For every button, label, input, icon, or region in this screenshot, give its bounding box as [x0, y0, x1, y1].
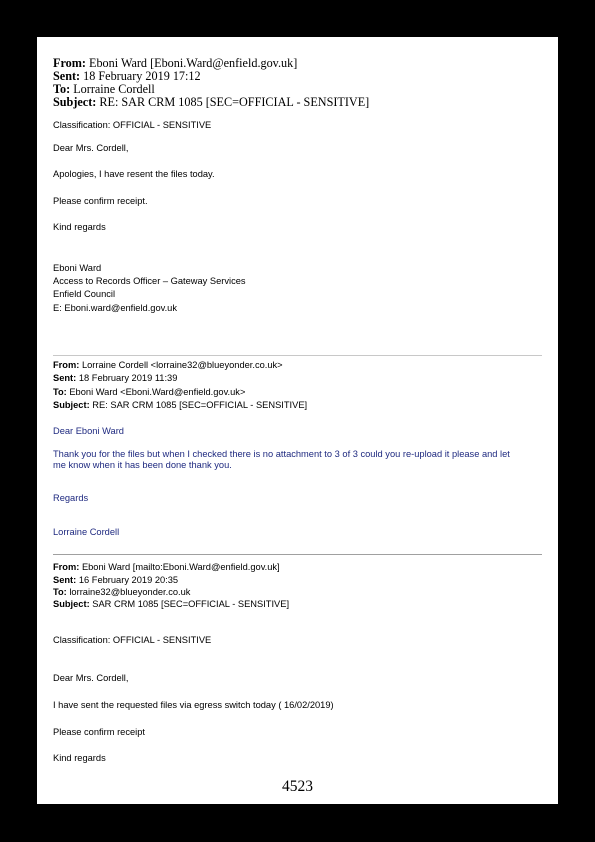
email2-from-line	[53, 359, 283, 372]
email1-greeting: Dear Mrs. Cordell,	[53, 143, 129, 153]
email1-classification: Classification: OFFICIAL - SENSITIVE	[53, 120, 212, 130]
email3-sent-label: Sent:	[53, 575, 77, 585]
email2-to: Eboni Ward <Eboni.Ward@enfield.gov.uk>	[69, 387, 246, 397]
email3-line1: I have sent the requested files via egress switch today ( 16/02/2019)	[53, 700, 334, 710]
email2-to-label: To:	[53, 387, 67, 397]
email3-to-label: To:	[53, 587, 67, 597]
separator-1	[53, 355, 542, 356]
email2-closing: Regards	[53, 493, 89, 503]
email3-from-label: From:	[53, 562, 80, 572]
email2-body-line2: me know when it has been done thank you.	[53, 460, 232, 470]
email2-sent-label: Sent:	[53, 373, 77, 383]
email3-subject-label: Subject:	[53, 599, 90, 609]
email2-to-line	[53, 386, 245, 399]
email2-subject-line	[53, 399, 307, 412]
page-number: 4523	[282, 778, 313, 795]
email2-subject-label: Subject:	[53, 400, 90, 410]
email2-from-label: From:	[53, 360, 80, 370]
email2-sent: 18 February 2019 11:39	[78, 373, 178, 383]
email1-sig-email: E: Eboni.ward@enfield.gov.uk	[53, 303, 177, 313]
email1-to-label: To:	[53, 82, 71, 96]
email1-to: Lorraine Cordell	[73, 82, 155, 96]
email3-classification: Classification: OFFICIAL - SENSITIVE	[53, 635, 212, 645]
email1-sent: 18 February 2019 17:12	[83, 69, 201, 83]
email1-subject-label: Subject:	[53, 95, 97, 109]
email1-line2: Please confirm receipt.	[53, 196, 148, 206]
email3-subject: SAR CRM 1085 [SEC=OFFICIAL - SENSITIVE]	[92, 599, 290, 609]
email1-sig-name: Eboni Ward	[53, 263, 102, 273]
email1-sent-label: Sent:	[53, 69, 81, 83]
email2-signature: Lorraine Cordell	[53, 527, 120, 537]
email1-from: Eboni Ward [Eboni.Ward@enfield.gov.uk]	[89, 56, 298, 70]
email2-greeting: Dear Eboni Ward	[53, 426, 124, 436]
email1-sig-org: Enfield Council	[53, 289, 116, 299]
email3-subject-line	[53, 598, 289, 611]
email2-subject: RE: SAR CRM 1085 [SEC=OFFICIAL - SENSITIVE]	[92, 400, 308, 410]
email3-closing: Kind regards	[53, 753, 106, 763]
email3-from: Eboni Ward [mailto:Eboni.Ward@enfield.gov.uk]	[81, 562, 280, 572]
email3-from-line	[53, 561, 280, 574]
document-page	[37, 37, 558, 804]
email2-body-line1: Thank you for the files but when I checked there is no attachment to 3 of 3 could you re-upload it please and let	[53, 449, 510, 459]
email1-closing: Kind regards	[53, 222, 106, 232]
email3-greeting: Dear Mrs. Cordell,	[53, 673, 129, 683]
email1-subject-line	[53, 96, 369, 109]
email1-sig-title: Access to Records Officer – Gateway Services	[53, 276, 246, 286]
email2-sent-line	[53, 372, 177, 385]
email1-from-label: From:	[53, 56, 86, 70]
email2-from: Lorraine Cordell <lorraine32@blueyonder.co.uk>	[81, 360, 283, 370]
email1-line1: Apologies, I have resent the files today.	[53, 169, 215, 179]
email1-subject: RE: SAR CRM 1085 [SEC=OFFICIAL - SENSITIVE]	[99, 95, 370, 109]
separator-2	[53, 554, 542, 555]
email3-line2: Please confirm receipt	[53, 727, 145, 737]
email3-sent: 16 February 2019 20:35	[78, 575, 179, 585]
email3-to: lorraine32@blueyonder.co.uk	[69, 587, 191, 597]
